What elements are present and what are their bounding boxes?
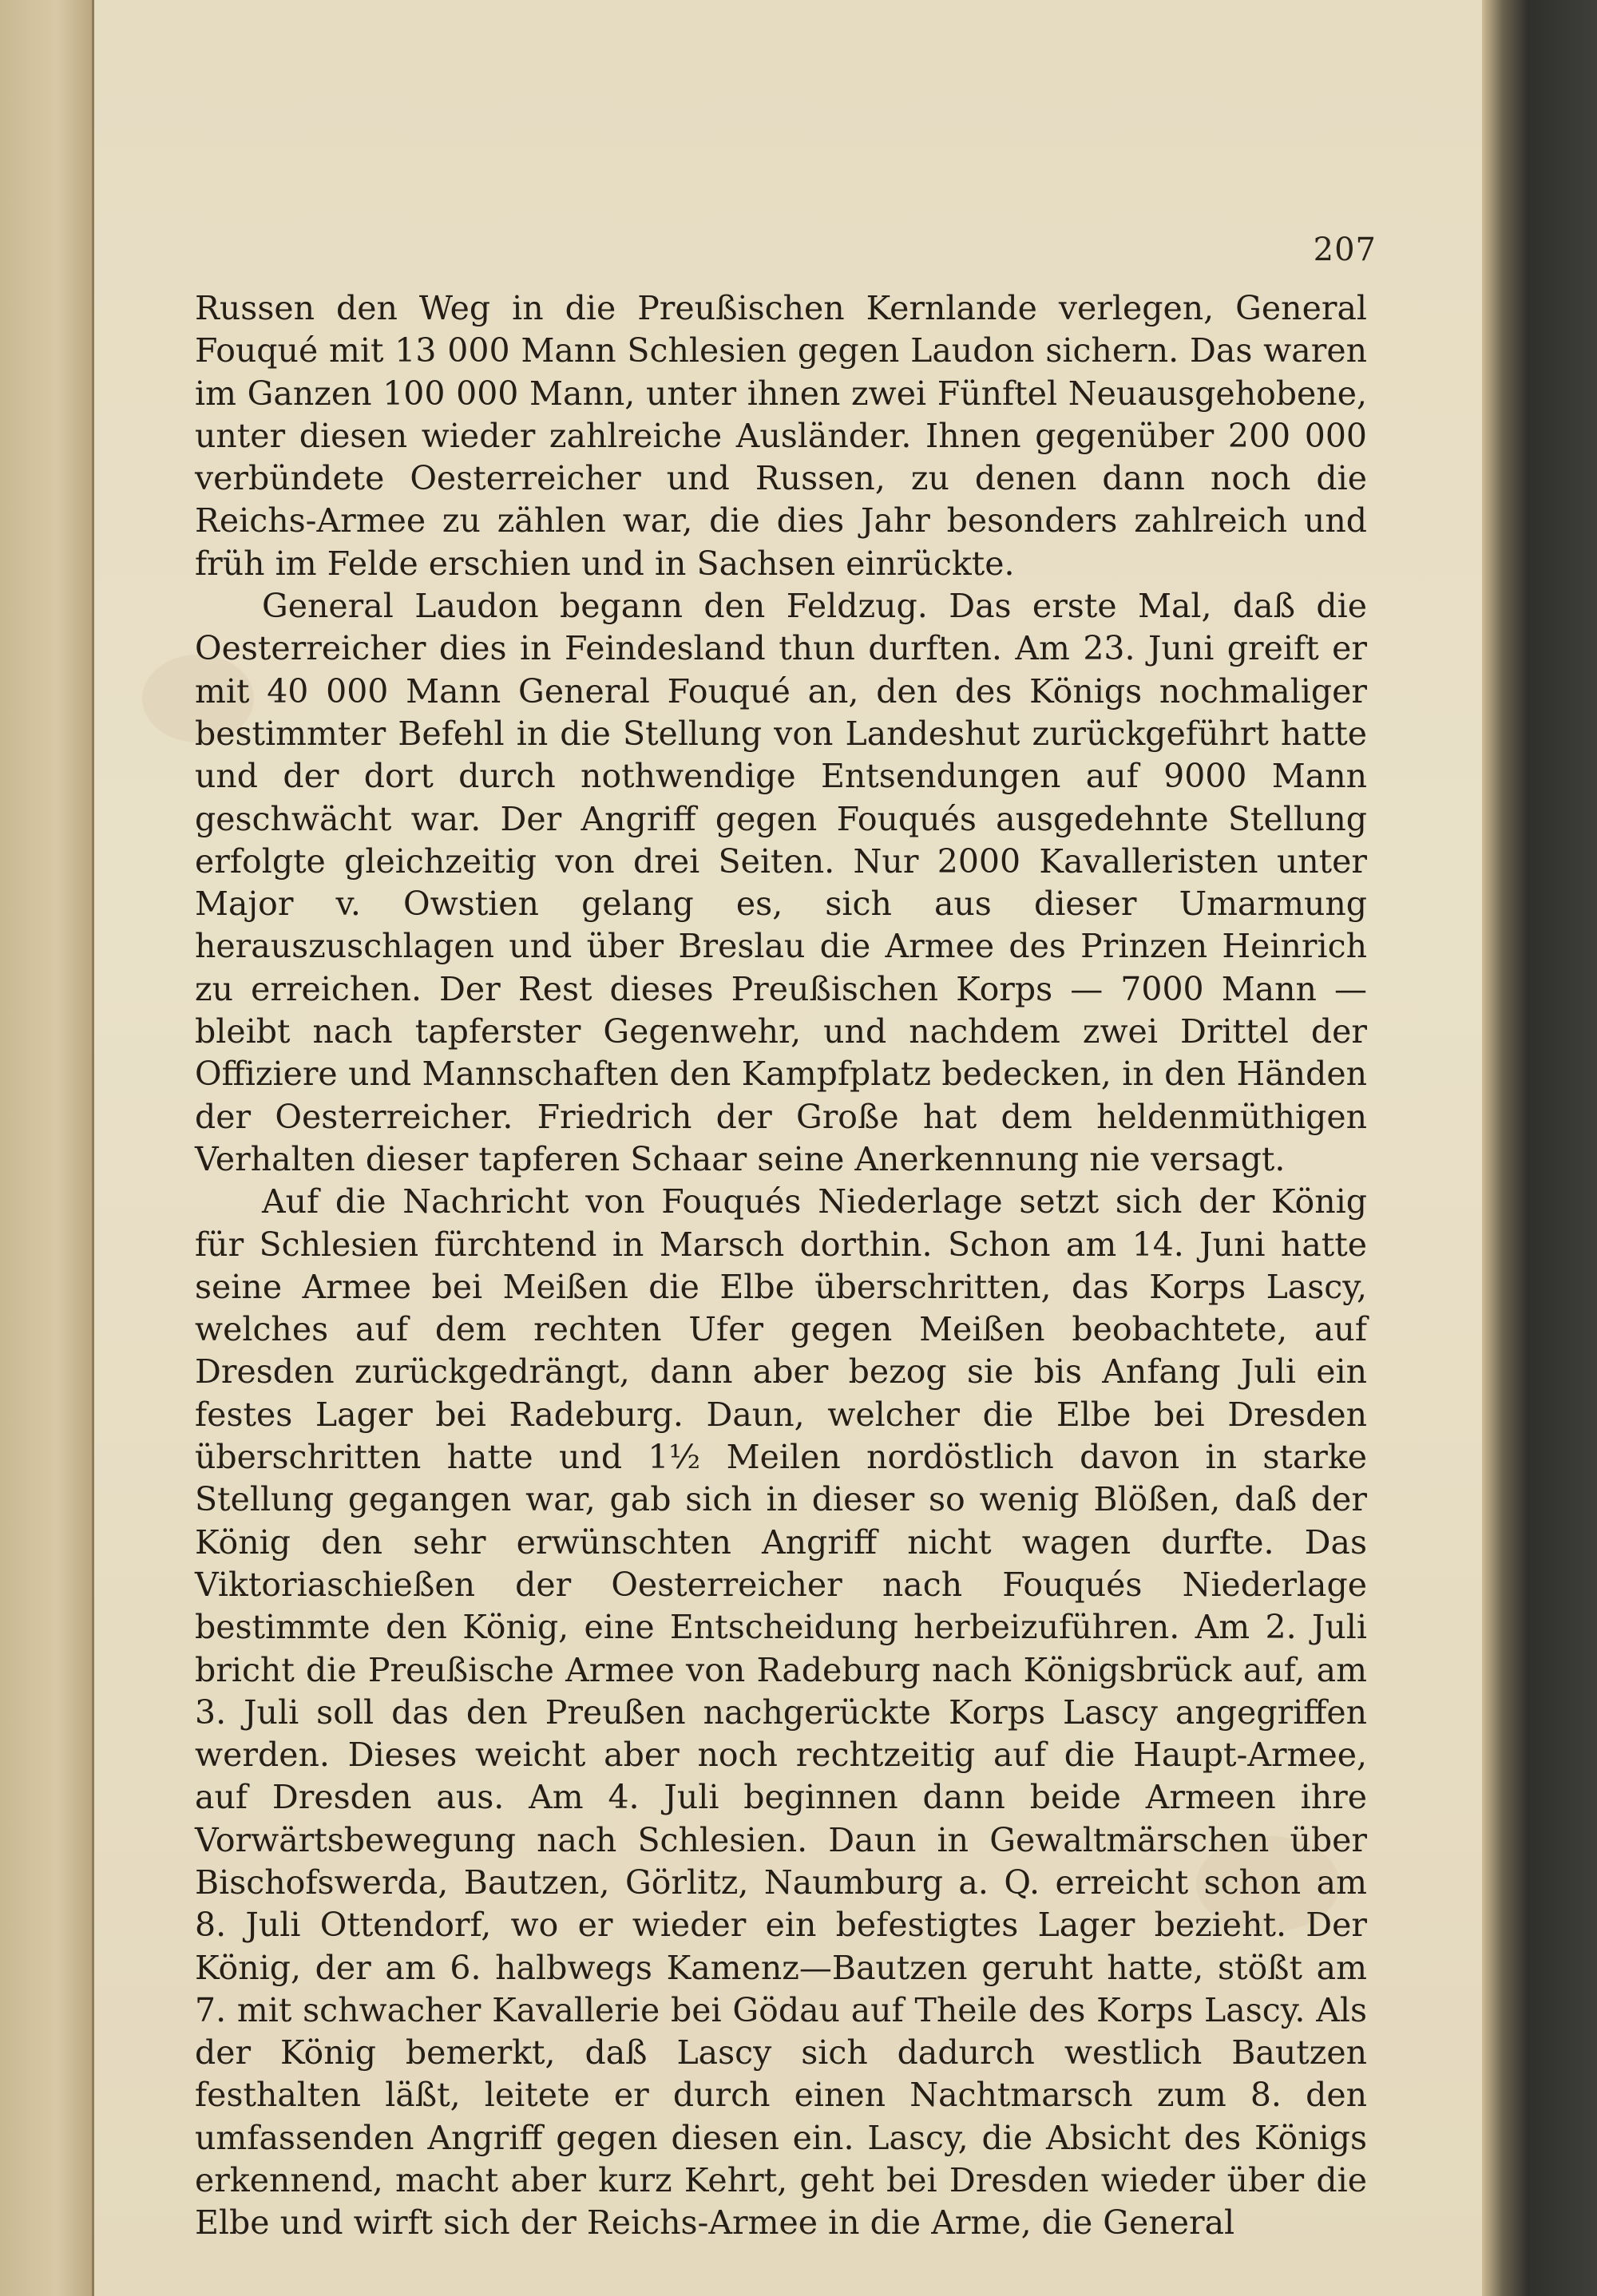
book-page [94, 0, 1482, 2296]
paragraph: Russen den Weg in die Preußischen Kernlande verlegen, General Fouqué mit 13 000 Mann Schlesien gegen Laudon sichern. Das waren im Ganzen 100 000 Mann, unter ihnen zwei Fünftel Neuausgehobene, unter diesen wieder zahlreiche Ausländer. Ihnen gegenüber 200 000 verbündete Oesterreicher und Russen, zu denen dann noch die Reichs-Armee zu zählen war, die dies Jahr besonders zahlreich und früh im Felde erschien und in Sachsen einrückte. [195, 289, 1367, 583]
book-binding [1482, 0, 1597, 2296]
paragraph: Auf die Nachricht von Fouqués Niederlage setzt sich der König für Schlesien fürchtend in Marsch dorthin. Schon am 14. Juni hatte seine Armee bei Meißen die Elbe überschritten, das Korps Lascy, welches auf dem rechten Ufer gegen Meißen beobachtete, auf Dresden zurückgedrängt, dann aber bezog sie bis Anfang Juli ein festes Lager bei Radeburg. Daun, welcher die Elbe bei Dresden überschritten hatte und 1½ Meilen nordöstlich davon in starke Stellung gegangen war, gab sich in dieser so wenig Blößen, daß der König den sehr erwünschten Angriff nicht wagen durfte. Das Viktoriaschießen der Oesterreicher nach Fouqués Niederlage bestimmte den König, eine Entscheidung herbeizuführen. Am 2. Juli bricht die Preußische Armee von Radeburg nach Königsbrück auf, am 3. Juli soll das den Preußen nachgerückte Korps Lascy angegriffen werden. Dieses weicht aber noch rechtzeitig auf die Haupt-Armee, auf Dresden aus. Am 4. Juli beginnen dann beide Armeen ihre Vorwärtsbewegung nach Schlesien. Daun in Gewaltmärschen über Bischofswerda, Bautzen, Görlitz, Naumburg a. Q. erreicht schon am 8. Juli Ottendorf, wo er wieder ein befestigtes Lager bezieht. Der König, der am 6. halbwegs Kamenz—Bautzen geruht hatte, stößt am 7. mit schwacher Kavallerie bei Gödau auf Theile des Korps Lascy. Als der König bemerkt, daß Lascy sich dadurch westlich Bautzen festhalten läßt, leitete er durch einen Nachtmarsch zum 8. den umfassenden Angriff gegen diesen ein. Lascy, die Absicht des Königs erkennend, macht aber kurz Kehrt, geht bei Dresden wieder über die Elbe und wirft sich der Reichs-Armee in die Arme, die General [195, 1182, 1367, 2243]
previous-page-edge [0, 0, 94, 2296]
body-text [195, 287, 1367, 2245]
page-number: 207 [1313, 232, 1377, 268]
paragraph: General Laudon begann den Feldzug. Das erste Mal, daß die Oesterreicher dies in Feindesland thun durften. Am 23. Juni greift er mit 40 000 Mann General Fouqué an, den des Königs nochmaliger bestimmter Befehl in die Stellung von Landeshut zurückgeführt hatte und der dort durch nothwendige Entsendungen auf 9000 Mann geschwächt war. Der Angriff gegen Fouqués ausgedehnte Stellung erfolgte gleichzeitig von drei Seiten. Nur 2000 Kavalleristen unter Major v. Owstien gelang es, sich aus dieser Umarmung herauszuschlagen und über Breslau die Armee des Prinzen Heinrich zu erreichen. Der Rest dieses Preußischen Korps — 7000 Mann — bleibt nach tapferster Gegenwehr, und nachdem zwei Drittel der Offiziere und Mannschaften den Kampfplatz bedecken, in den Händen der Oesterreicher. Friedrich der Große hat dem heldenmüthigen Verhalten dieser tapferen Schaar seine Anerkennung nie versagt. [195, 587, 1367, 1178]
